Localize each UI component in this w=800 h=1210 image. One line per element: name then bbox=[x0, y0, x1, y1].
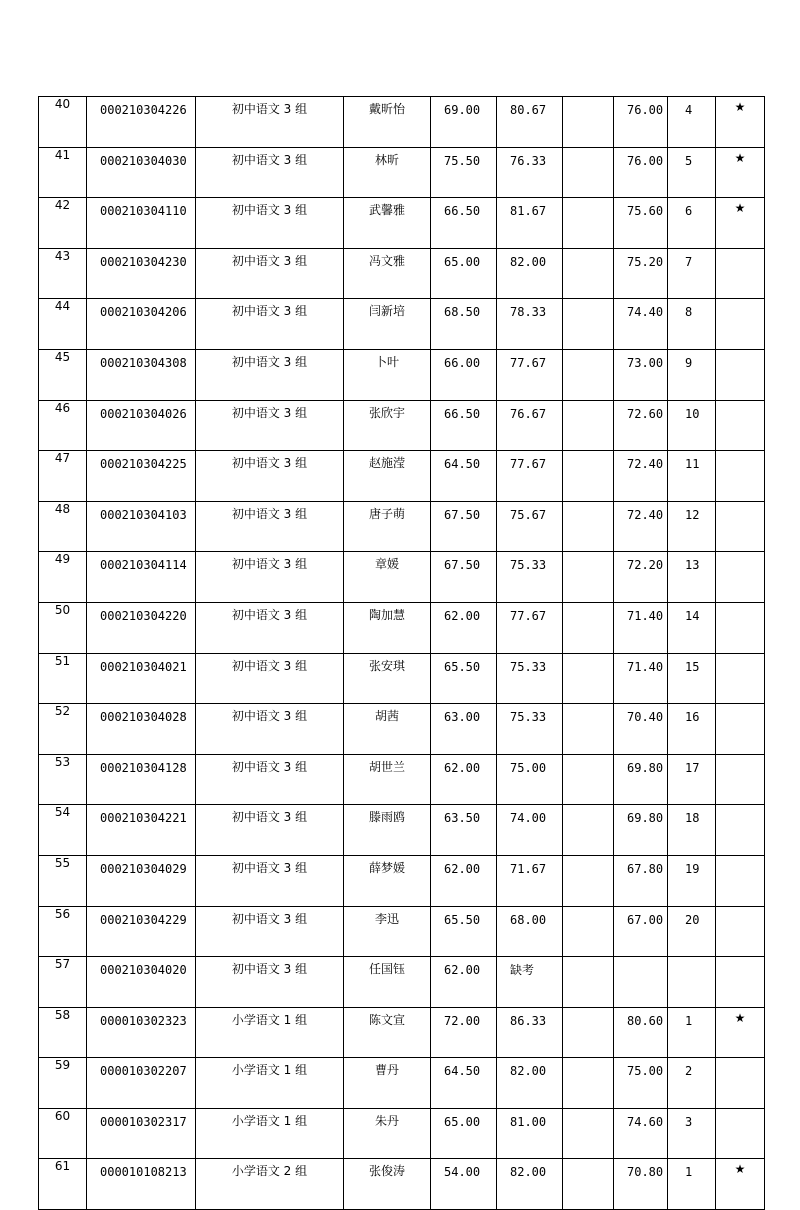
star-icon: ★ bbox=[716, 1159, 765, 1210]
exam-group: 初中语文 3 组 bbox=[196, 299, 344, 350]
candidate-id: 000210304206 bbox=[87, 299, 196, 350]
exam-group: 初中语文 3 组 bbox=[196, 906, 344, 957]
extra-score bbox=[563, 704, 614, 755]
row-number: 55 bbox=[39, 855, 87, 906]
table-row bbox=[39, 1058, 765, 1109]
table-row bbox=[39, 451, 765, 502]
interview-score: 78.33 bbox=[497, 299, 563, 350]
total-score: 73.00 bbox=[614, 349, 668, 400]
written-score: 75.50 bbox=[431, 147, 497, 198]
table-row bbox=[39, 349, 765, 400]
star-icon bbox=[716, 906, 765, 957]
interview-score: 缺考 bbox=[497, 957, 563, 1008]
extra-score bbox=[563, 906, 614, 957]
star-icon bbox=[716, 602, 765, 653]
row-number: 54 bbox=[39, 805, 87, 856]
star-icon: ★ bbox=[716, 147, 765, 198]
written-score: 66.00 bbox=[431, 349, 497, 400]
row-number: 44 bbox=[39, 299, 87, 350]
candidate-id: 000210304021 bbox=[87, 653, 196, 704]
candidate-name: 张安琪 bbox=[344, 653, 431, 704]
total-score: 76.00 bbox=[614, 97, 668, 148]
exam-group: 初中语文 3 组 bbox=[196, 957, 344, 1008]
extra-score bbox=[563, 1007, 614, 1058]
star-icon bbox=[716, 957, 765, 1008]
star-icon bbox=[716, 501, 765, 552]
candidate-name: 武馨雅 bbox=[344, 198, 431, 249]
rank: 3 bbox=[668, 1108, 716, 1159]
interview-score: 74.00 bbox=[497, 805, 563, 856]
star-icon bbox=[716, 855, 765, 906]
rank: 8 bbox=[668, 299, 716, 350]
written-score: 64.50 bbox=[431, 1058, 497, 1109]
written-score: 67.50 bbox=[431, 501, 497, 552]
exam-group: 初中语文 3 组 bbox=[196, 248, 344, 299]
rank: 15 bbox=[668, 653, 716, 704]
rank: 14 bbox=[668, 602, 716, 653]
candidate-id: 000010302323 bbox=[87, 1007, 196, 1058]
candidate-id: 000010108213 bbox=[87, 1159, 196, 1210]
candidate-id: 000210304225 bbox=[87, 451, 196, 502]
candidate-name: 薛梦媛 bbox=[344, 855, 431, 906]
candidate-id: 000210304128 bbox=[87, 754, 196, 805]
extra-score bbox=[563, 400, 614, 451]
extra-score bbox=[563, 1058, 614, 1109]
extra-score bbox=[563, 97, 614, 148]
total-score: 74.60 bbox=[614, 1108, 668, 1159]
exam-group: 初中语文 3 组 bbox=[196, 653, 344, 704]
candidate-name: 朱丹 bbox=[344, 1108, 431, 1159]
rank: 9 bbox=[668, 349, 716, 400]
table-row bbox=[39, 400, 765, 451]
exam-group: 初中语文 3 组 bbox=[196, 552, 344, 603]
extra-score bbox=[563, 1108, 614, 1159]
total-score: 74.40 bbox=[614, 299, 668, 350]
rank: 20 bbox=[668, 906, 716, 957]
rank: 10 bbox=[668, 400, 716, 451]
row-number: 48 bbox=[39, 501, 87, 552]
extra-score bbox=[563, 602, 614, 653]
row-number: 49 bbox=[39, 552, 87, 603]
written-score: 67.50 bbox=[431, 552, 497, 603]
candidate-id: 000210304230 bbox=[87, 248, 196, 299]
table-row bbox=[39, 754, 765, 805]
table-row bbox=[39, 855, 765, 906]
extra-score bbox=[563, 451, 614, 502]
candidate-id: 000010302317 bbox=[87, 1108, 196, 1159]
exam-group: 小学语文 1 组 bbox=[196, 1007, 344, 1058]
interview-score: 75.00 bbox=[497, 754, 563, 805]
total-score: 72.20 bbox=[614, 552, 668, 603]
results-table bbox=[38, 96, 765, 1210]
interview-score: 75.33 bbox=[497, 552, 563, 603]
row-number: 40 bbox=[39, 97, 87, 148]
table-row bbox=[39, 248, 765, 299]
rank: 2 bbox=[668, 1058, 716, 1109]
row-number: 51 bbox=[39, 653, 87, 704]
star-icon bbox=[716, 805, 765, 856]
written-score: 65.50 bbox=[431, 653, 497, 704]
extra-score bbox=[563, 198, 614, 249]
star-icon bbox=[716, 349, 765, 400]
rank: 1 bbox=[668, 1007, 716, 1058]
candidate-name: 任国钰 bbox=[344, 957, 431, 1008]
exam-group: 初中语文 3 组 bbox=[196, 198, 344, 249]
extra-score bbox=[563, 957, 614, 1008]
extra-score bbox=[563, 1159, 614, 1210]
table-row bbox=[39, 906, 765, 957]
rank: 6 bbox=[668, 198, 716, 249]
row-number: 41 bbox=[39, 147, 87, 198]
interview-score: 75.33 bbox=[497, 704, 563, 755]
rank: 16 bbox=[668, 704, 716, 755]
star-icon bbox=[716, 552, 765, 603]
exam-group: 初中语文 3 组 bbox=[196, 501, 344, 552]
star-icon bbox=[716, 1058, 765, 1109]
candidate-id: 000210304026 bbox=[87, 400, 196, 451]
star-icon: ★ bbox=[716, 97, 765, 148]
written-score: 62.00 bbox=[431, 957, 497, 1008]
interview-score: 75.33 bbox=[497, 653, 563, 704]
table-row bbox=[39, 97, 765, 148]
star-icon bbox=[716, 754, 765, 805]
rank: 7 bbox=[668, 248, 716, 299]
interview-score: 82.00 bbox=[497, 248, 563, 299]
written-score: 65.50 bbox=[431, 906, 497, 957]
rank: 13 bbox=[668, 552, 716, 603]
total-score: 67.00 bbox=[614, 906, 668, 957]
table-row bbox=[39, 1108, 765, 1159]
total-score: 72.60 bbox=[614, 400, 668, 451]
row-number: 42 bbox=[39, 198, 87, 249]
interview-score: 86.33 bbox=[497, 1007, 563, 1058]
candidate-name: 滕雨鸥 bbox=[344, 805, 431, 856]
candidate-id: 000210304030 bbox=[87, 147, 196, 198]
table-body bbox=[39, 97, 765, 1210]
written-score: 68.50 bbox=[431, 299, 497, 350]
total-score: 69.80 bbox=[614, 805, 668, 856]
row-number: 59 bbox=[39, 1058, 87, 1109]
rank: 4 bbox=[668, 97, 716, 148]
interview-score: 76.67 bbox=[497, 400, 563, 451]
total-score: 72.40 bbox=[614, 451, 668, 502]
written-score: 62.00 bbox=[431, 602, 497, 653]
written-score: 62.00 bbox=[431, 855, 497, 906]
candidate-name: 冯文雅 bbox=[344, 248, 431, 299]
candidate-name: 闫新培 bbox=[344, 299, 431, 350]
candidate-name: 张欣宇 bbox=[344, 400, 431, 451]
candidate-name: 张俊涛 bbox=[344, 1159, 431, 1210]
extra-score bbox=[563, 855, 614, 906]
exam-group: 初中语文 3 组 bbox=[196, 451, 344, 502]
extra-score bbox=[563, 248, 614, 299]
row-number: 61 bbox=[39, 1159, 87, 1210]
exam-group: 初中语文 3 组 bbox=[196, 147, 344, 198]
extra-score bbox=[563, 552, 614, 603]
interview-score: 75.67 bbox=[497, 501, 563, 552]
interview-score: 81.00 bbox=[497, 1108, 563, 1159]
candidate-id: 000210304029 bbox=[87, 855, 196, 906]
total-score: 70.40 bbox=[614, 704, 668, 755]
interview-score: 82.00 bbox=[497, 1159, 563, 1210]
written-score: 65.00 bbox=[431, 248, 497, 299]
interview-score: 81.67 bbox=[497, 198, 563, 249]
rank: 5 bbox=[668, 147, 716, 198]
candidate-name: 卜叶 bbox=[344, 349, 431, 400]
table-row bbox=[39, 552, 765, 603]
table-row bbox=[39, 198, 765, 249]
total-score bbox=[614, 957, 668, 1008]
written-score: 69.00 bbox=[431, 97, 497, 148]
table-row bbox=[39, 805, 765, 856]
row-number: 57 bbox=[39, 957, 87, 1008]
row-number: 52 bbox=[39, 704, 87, 755]
interview-score: 77.67 bbox=[497, 602, 563, 653]
candidate-name: 戴昕怡 bbox=[344, 97, 431, 148]
extra-score bbox=[563, 147, 614, 198]
written-score: 64.50 bbox=[431, 451, 497, 502]
rank bbox=[668, 957, 716, 1008]
candidate-name: 李迅 bbox=[344, 906, 431, 957]
candidate-id: 000210304308 bbox=[87, 349, 196, 400]
interview-score: 82.00 bbox=[497, 1058, 563, 1109]
candidate-id: 000010302207 bbox=[87, 1058, 196, 1109]
candidate-name: 林昕 bbox=[344, 147, 431, 198]
candidate-id: 000210304028 bbox=[87, 704, 196, 755]
candidate-name: 胡世兰 bbox=[344, 754, 431, 805]
total-score: 75.60 bbox=[614, 198, 668, 249]
candidate-name: 赵施滢 bbox=[344, 451, 431, 502]
table-row bbox=[39, 299, 765, 350]
table-row bbox=[39, 957, 765, 1008]
total-score: 69.80 bbox=[614, 754, 668, 805]
candidate-id: 000210304103 bbox=[87, 501, 196, 552]
rank: 17 bbox=[668, 754, 716, 805]
candidate-id: 000210304229 bbox=[87, 906, 196, 957]
row-number: 58 bbox=[39, 1007, 87, 1058]
written-score: 62.00 bbox=[431, 754, 497, 805]
candidate-name: 曹丹 bbox=[344, 1058, 431, 1109]
rank: 18 bbox=[668, 805, 716, 856]
exam-group: 初中语文 3 组 bbox=[196, 805, 344, 856]
table-row bbox=[39, 1007, 765, 1058]
extra-score bbox=[563, 299, 614, 350]
candidate-id: 000210304220 bbox=[87, 602, 196, 653]
row-number: 53 bbox=[39, 754, 87, 805]
rank: 12 bbox=[668, 501, 716, 552]
written-score: 63.00 bbox=[431, 704, 497, 755]
table-row bbox=[39, 1159, 765, 1210]
candidate-id: 000210304114 bbox=[87, 552, 196, 603]
candidate-id: 000210304221 bbox=[87, 805, 196, 856]
extra-score bbox=[563, 653, 614, 704]
candidate-id: 000210304226 bbox=[87, 97, 196, 148]
row-number: 56 bbox=[39, 906, 87, 957]
rank: 19 bbox=[668, 855, 716, 906]
interview-score: 71.67 bbox=[497, 855, 563, 906]
total-score: 76.00 bbox=[614, 147, 668, 198]
interview-score: 77.67 bbox=[497, 451, 563, 502]
rank: 1 bbox=[668, 1159, 716, 1210]
exam-group: 初中语文 3 组 bbox=[196, 97, 344, 148]
row-number: 46 bbox=[39, 400, 87, 451]
candidate-name: 陈文宣 bbox=[344, 1007, 431, 1058]
candidate-id: 000210304020 bbox=[87, 957, 196, 1008]
row-number: 60 bbox=[39, 1108, 87, 1159]
exam-group: 小学语文 1 组 bbox=[196, 1108, 344, 1159]
interview-score: 77.67 bbox=[497, 349, 563, 400]
written-score: 66.50 bbox=[431, 198, 497, 249]
star-icon bbox=[716, 299, 765, 350]
total-score: 67.80 bbox=[614, 855, 668, 906]
total-score: 71.40 bbox=[614, 602, 668, 653]
star-icon bbox=[716, 704, 765, 755]
rank: 11 bbox=[668, 451, 716, 502]
extra-score bbox=[563, 754, 614, 805]
exam-group: 初中语文 3 组 bbox=[196, 602, 344, 653]
candidate-name: 陶加慧 bbox=[344, 602, 431, 653]
written-score: 66.50 bbox=[431, 400, 497, 451]
candidate-id: 000210304110 bbox=[87, 198, 196, 249]
row-number: 47 bbox=[39, 451, 87, 502]
table-row bbox=[39, 653, 765, 704]
star-icon bbox=[716, 451, 765, 502]
exam-group: 初中语文 3 组 bbox=[196, 349, 344, 400]
total-score: 71.40 bbox=[614, 653, 668, 704]
written-score: 72.00 bbox=[431, 1007, 497, 1058]
exam-group: 初中语文 3 组 bbox=[196, 754, 344, 805]
exam-group: 初中语文 3 组 bbox=[196, 855, 344, 906]
row-number: 43 bbox=[39, 248, 87, 299]
total-score: 75.00 bbox=[614, 1058, 668, 1109]
table-row bbox=[39, 704, 765, 755]
exam-group: 初中语文 3 组 bbox=[196, 400, 344, 451]
interview-score: 68.00 bbox=[497, 906, 563, 957]
written-score: 54.00 bbox=[431, 1159, 497, 1210]
table-row bbox=[39, 147, 765, 198]
star-icon bbox=[716, 248, 765, 299]
star-icon bbox=[716, 653, 765, 704]
exam-group: 初中语文 3 组 bbox=[196, 704, 344, 755]
interview-score: 76.33 bbox=[497, 147, 563, 198]
total-score: 75.20 bbox=[614, 248, 668, 299]
table-row bbox=[39, 602, 765, 653]
extra-score bbox=[563, 349, 614, 400]
candidate-name: 章媛 bbox=[344, 552, 431, 603]
extra-score bbox=[563, 805, 614, 856]
total-score: 72.40 bbox=[614, 501, 668, 552]
total-score: 70.80 bbox=[614, 1159, 668, 1210]
exam-group: 小学语文 2 组 bbox=[196, 1159, 344, 1210]
exam-group: 小学语文 1 组 bbox=[196, 1058, 344, 1109]
written-score: 63.50 bbox=[431, 805, 497, 856]
table-row bbox=[39, 501, 765, 552]
star-icon bbox=[716, 1108, 765, 1159]
star-icon: ★ bbox=[716, 1007, 765, 1058]
candidate-name: 胡茜 bbox=[344, 704, 431, 755]
star-icon bbox=[716, 400, 765, 451]
interview-score: 80.67 bbox=[497, 97, 563, 148]
total-score: 80.60 bbox=[614, 1007, 668, 1058]
written-score: 65.00 bbox=[431, 1108, 497, 1159]
row-number: 50 bbox=[39, 602, 87, 653]
row-number: 45 bbox=[39, 349, 87, 400]
extra-score bbox=[563, 501, 614, 552]
star-icon: ★ bbox=[716, 198, 765, 249]
candidate-name: 唐子萌 bbox=[344, 501, 431, 552]
